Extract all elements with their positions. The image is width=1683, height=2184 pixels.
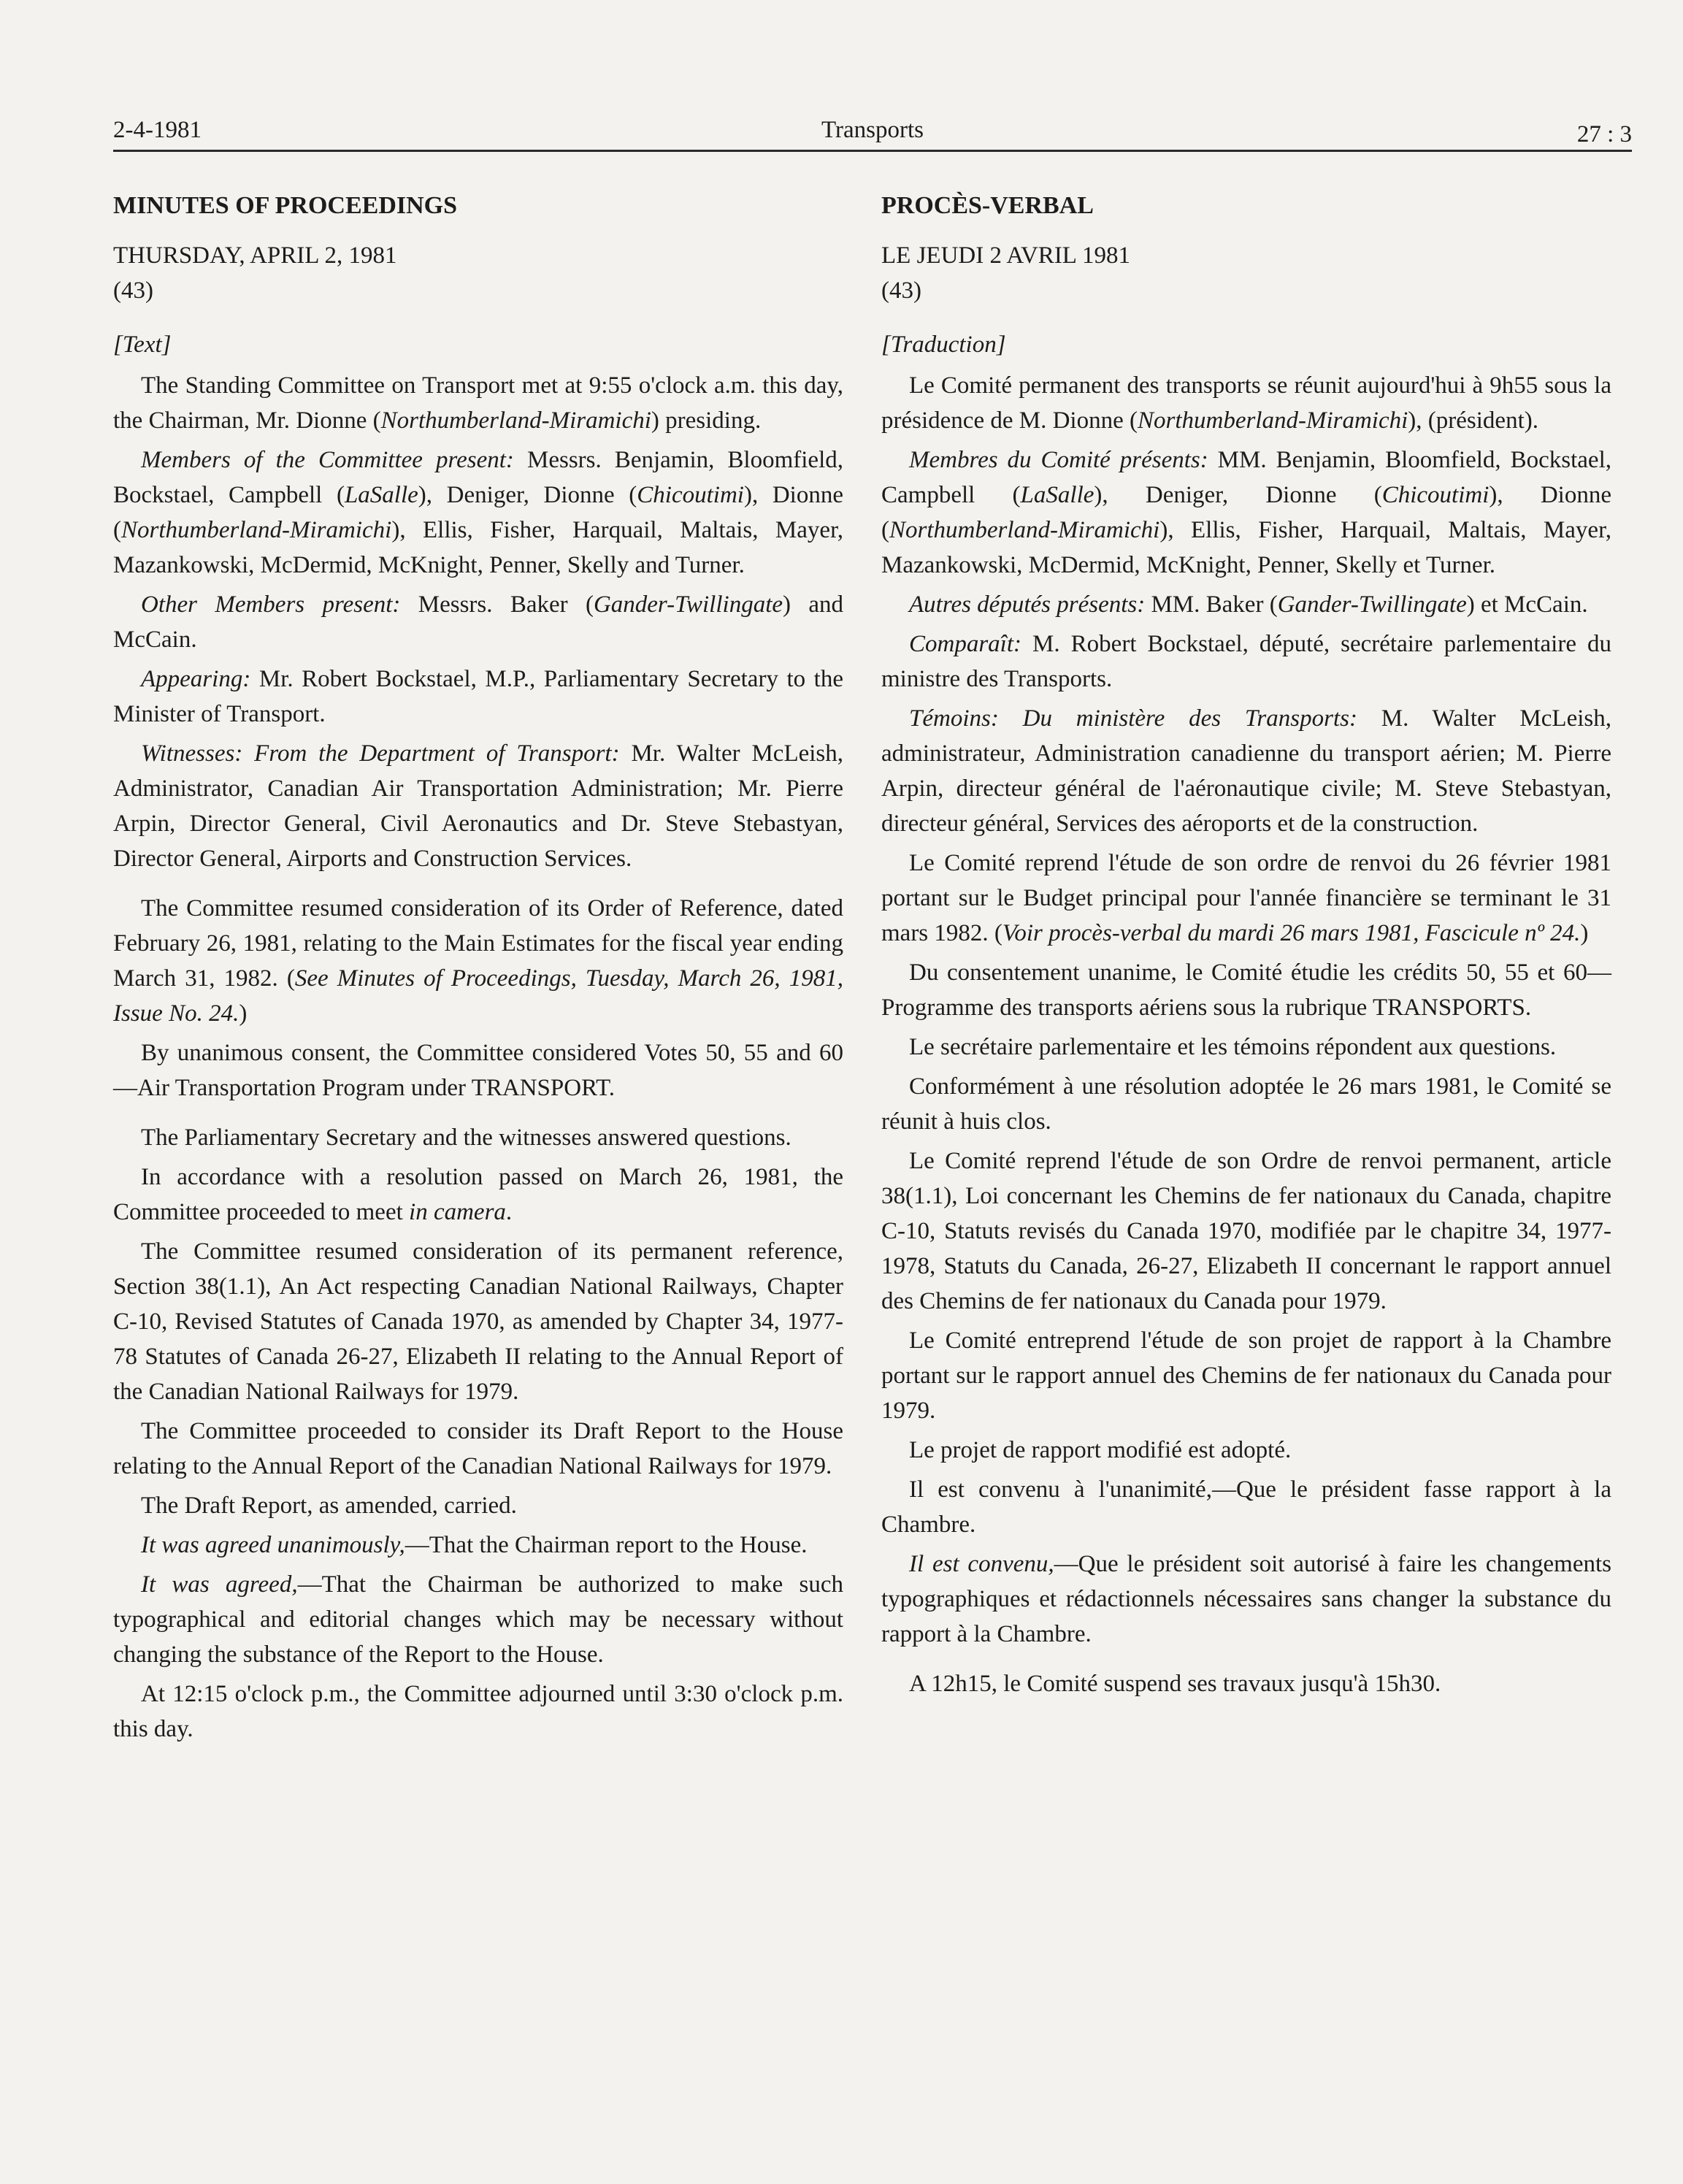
english-paragraph: The Committee proceeded to consider its Draft Report to the House relating to the Annual Report of the Canadian National Railways for 1979. [113, 1418, 843, 1479]
header-page-number: 27 : 3 [1576, 121, 1632, 147]
english-text-tag: [Text] [113, 332, 172, 358]
english-paragraph: It was agreed,—That the Chairman be authorized to make such typographical and editorial changes which may be necessary without changing the substance of the Report to the House. [113, 1571, 843, 1668]
french-paragraph: Le Comité permanent des transports se réunit aujourd'hui à 9h55 sous la présidence de M. Dionne (Northumberland-Miramichi), (président). [881, 372, 1611, 434]
english-paragraph: It was agreed unanimously,—That the Chairman report to the House. [141, 1532, 808, 1558]
header-rule [113, 150, 1632, 152]
french-paragraph: Le secrétaire parlementaire et les témoins répondent aux questions. [909, 1034, 1557, 1060]
french-paragraph: Le Comité entreprend l'étude de son projet de rapport à la Chambre portant sur le rapport annuel des Chemins de fer nationaux du Canada pour 1979. [881, 1327, 1611, 1424]
french-paragraph: Il est convenu,—Que le président soit autorisé à faire les changements typographiques et rédactionnels nécessaires sans changer la substance du rapport à la Chambre. [881, 1551, 1611, 1647]
french-meeting-date: LE JEUDI 2 AVRIL 1981 [881, 242, 1130, 269]
header-title: Transports [821, 117, 924, 143]
french-meeting-number: (43) [881, 277, 921, 304]
english-paragraph: In accordance with a resolution passed on March 26, 1981, the Committee proceeded to meet in camera. [113, 1164, 843, 1225]
english-paragraph: Members of the Committee present: Messrs. Benjamin, Bloomfield, Bockstael, Campbell (LaSalle), Deniger, Dionne (Chicoutimi), Dionne (Northumberland-Miramichi), Ellis, Fisher, Harquail, Maltais, Mayer, Mazankowski, McDermid, McKnight, Penner, Skelly and Turner. [113, 447, 843, 578]
french-heading: PROCÈS-VERBAL [881, 192, 1094, 219]
english-paragraph: The Committee resumed consideration of its Order of Reference, dated February 26, 1981, relating to the Main Estimates for the fiscal year ending March 31, 1982. (See Minutes of Proceedings, Tuesday, March 26, 1981, Issue No. 24.) [113, 895, 844, 1027]
english-heading: MINUTES OF PROCEEDINGS [113, 192, 458, 219]
english-paragraph: The Committee resumed consideration of its permanent reference, Section 38(1.1), An Act respecting Canadian National Railways, Chapter C-10, Revised Statutes of Canada 1970, as amended by Chapter 34, 1977-78 Statutes of Canada 26-27, Elizabeth II relating to the Annual Report of the Canadian National Railways for 1979. [113, 1238, 843, 1405]
french-paragraph: A 12h15, le Comité suspend ses travaux jusqu'à 15h30. [909, 1671, 1441, 1697]
french-text-tag: [Traduction] [881, 332, 1006, 358]
french-paragraph: Autres députés présents: MM. Baker (Gander-Twillingate) et McCain. [909, 591, 1588, 618]
english-meeting-number: (43) [113, 277, 153, 304]
header-date: 2-4-1981 [113, 117, 202, 143]
french-column [881, 188, 1611, 1706]
french-paragraph: Témoins: Du ministère des Transports: M. Walter McLeish, administrateur, Administration canadienne du transport aérien; M. Pierre Arpin, directeur général de l'aéronautique civile; M. Steve Stebastyan, directeur général, Services des aéroports et de la construction. [881, 705, 1611, 837]
french-paragraph: Le Comité reprend l'étude de son Ordre de renvoi permanent, article 38(1.1), Loi concernant les Chemins de fer nationaux du Canada, chapitre C-10, Statuts revisés du Canada 1970, modifiée par le chapitre 34, 1977-1978, Statuts du Canada, 26-27, Elizabeth II concernant le rapport annuel des Chemins de fer nationaux du Canada pour 1979. [881, 1148, 1611, 1314]
english-column [113, 188, 843, 1751]
english-paragraph: Witnesses: From the Department of Transport: Mr. Walter McLeish, Administrator, Canadian Air Transportation Administration; Mr. Pierre Arpin, Director General, Civil Aeronautics and Dr. Steve Stebastyan, Director General, Airports and Construction Services. [113, 740, 844, 872]
french-paragraph: Comparaît: M. Robert Bockstael, député, secrétaire parlementaire du ministre des Transports. [881, 631, 1611, 692]
french-paragraph: Il est convenu à l'unanimité,—Que le président fasse rapport à la Chambre. [881, 1476, 1611, 1538]
french-paragraph: Du consentement unanime, le Comité étudie les crédits 50, 55 et 60—Programme des transports aériens sous la rubrique TRANSPORTS. [881, 959, 1611, 1021]
page-header [113, 117, 1632, 149]
french-paragraph: Le projet de rapport modifié est adopté. [909, 1437, 1292, 1463]
english-paragraph: The Standing Committee on Transport met at 9:55 o'clock a.m. this day, the Chairman, Mr. Dionne (Northumberland-Miramichi) presiding. [113, 372, 843, 434]
french-paragraph: Le Comité reprend l'étude de son ordre de renvoi du 26 février 1981 portant sur le Budget principal pour l'année financière se terminant le 31 mars 1982. (Voir procès-verbal du mardi 26 mars 1981, Fascicule nº 24.) [881, 850, 1611, 946]
english-paragraph: The Draft Report, as amended, carried. [141, 1493, 517, 1519]
english-paragraph: Other Members present: Messrs. Baker (Gander-Twillingate) and McCain. [113, 591, 843, 653]
english-paragraph: Appearing: Mr. Robert Bockstael, M.P., Parliamentary Secretary to the Minister of Transport. [113, 666, 843, 727]
english-meeting-date: THURSDAY, APRIL 2, 1981 [113, 242, 397, 269]
french-paragraph: Membres du Comité présents: MM. Benjamin, Bloomfield, Bockstael, Campbell (LaSalle), Deniger, Dionne (Chicoutimi), Dionne (Northumberland-Miramichi), Ellis, Fisher, Harquail, Maltais, Mayer, Mazankowski, McDermid, McKnight, Penner, Skelly et Turner. [881, 447, 1611, 578]
english-paragraph: By unanimous consent, the Committee considered Votes 50, 55 and 60—Air Transportation Program under TRANSPORT. [113, 1040, 843, 1101]
english-paragraph: At 12:15 o'clock p.m., the Committee adjourned until 3:30 o'clock p.m. this day. [113, 1681, 843, 1742]
english-paragraph: The Parliamentary Secretary and the witnesses answered questions. [141, 1124, 791, 1151]
french-paragraph: Conformément à une résolution adoptée le 26 mars 1981, le Comité se réunit à huis clos. [881, 1073, 1611, 1135]
